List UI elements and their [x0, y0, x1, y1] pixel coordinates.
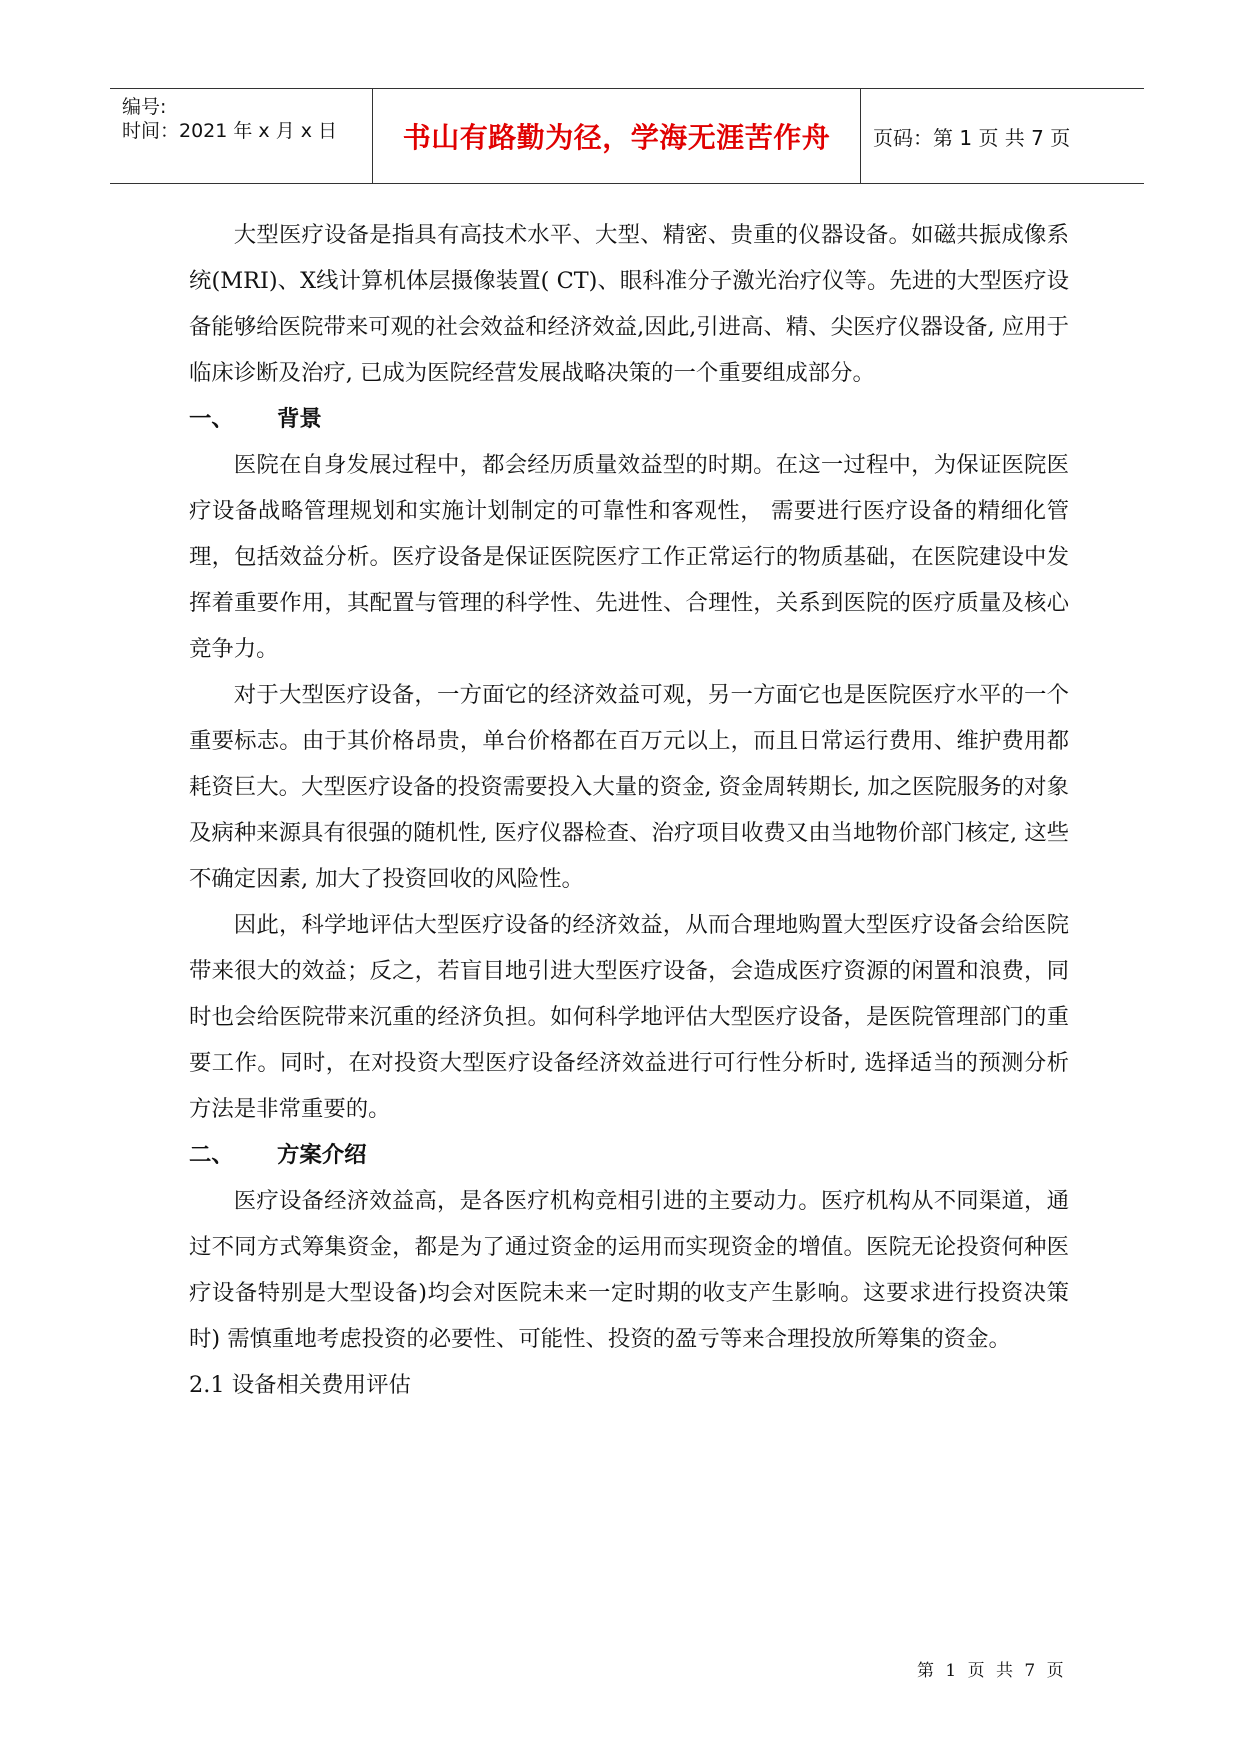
section-title: 方案介绍	[277, 1142, 367, 1168]
number-label: 编号:	[122, 96, 167, 118]
subsection-heading: 2.1 设备相关费用评估	[189, 1372, 411, 1398]
body-paragraph: 医院在自身发展过程中，都会经历质量效益型的时期。在这一过程中，为保证医院医疗设备战略管理规划和实施计划制定的可靠性和客观性， 需要进行医疗设备的精细化管理，包括效益分析。医疗设备是保证医院医疗工作正常运行的物质基础，在医院建设中发挥着重要作用，其配置与管理的科学性、先进性、合理性，关系到医院的医疗质量及核心竞争力。	[189, 452, 1069, 662]
header-motto: 书山有路勤为径，学海无涯苦作舟	[373, 89, 861, 183]
document-body	[189, 212, 1069, 1408]
intro-paragraph: 大型医疗设备是指具有高技术水平、大型、精密、贵重的仪器设备。如磁共振成像系统(MRI)、X线计算机体层摄像装置( CT)、眼科准分子激光治疗仪等。先进的大型医疗设备能够给医院带来可观的社会效益和经济效益,因此,引进高、精、尖医疗仪器设备, 应用于临床诊断及治疗, 已成为医院经营发展战略决策的一个重要组成部分。	[189, 222, 1069, 386]
section-title: 背景	[277, 406, 322, 432]
section-number: 一、	[189, 406, 234, 432]
header-meta-cell	[110, 89, 373, 183]
section-number: 二、	[189, 1142, 234, 1168]
page-footer: 第 1 页 共 7 页	[917, 1661, 1067, 1681]
section-heading-proposal	[189, 1132, 1069, 1178]
body-paragraph: 医疗设备经济效益高，是各医疗机构竞相引进的主要动力。医疗机构从不同渠道，通过不同方式筹集资金，都是为了通过资金的运用而实现资金的增值。医院无论投资何种医疗设备特别是大型设备)均会对医院未来一定时期的收支产生影响。这要求进行投资决策时) 需慎重地考虑投资的必要性、可能性、投资的盈亏等来合理投放所筹集的资金。	[189, 1188, 1069, 1352]
section-heading-background	[189, 396, 1069, 442]
page-header	[110, 88, 1144, 184]
body-paragraph: 因此，科学地评估大型医疗设备的经济效益，从而合理地购置大型医疗设备会给医院带来很大的效益；反之，若盲目地引进大型医疗设备，会造成医疗资源的闲置和浪费，同时也会给医院带来沉重的经济负担。如何科学地评估大型医疗设备，是医院管理部门的重要工作。同时，在对投资大型医疗设备经济效益进行可行性分析时, 选择适当的预测分析方法是非常重要的。	[189, 912, 1069, 1122]
time-label: 时间：2021 年 x 月 x 日	[122, 120, 338, 142]
body-paragraph: 对于大型医疗设备，一方面它的经济效益可观，另一方面它也是医院医疗水平的一个重要标志。由于其价格昂贵，单台价格都在百万元以上，而且日常运行费用、维护费用都耗资巨大。大型医疗设备的投资需要投入大量的资金, 资金周转期长, 加之医院服务的对象及病种来源具有很强的随机性, 医疗仪器检查、治疗项目收费又由当地物价部门核定, 这些不确定因素, 加大了投资回收的风险性。	[189, 682, 1070, 892]
header-page-label: 页码：第 1 页 共 7 页	[873, 125, 1071, 150]
